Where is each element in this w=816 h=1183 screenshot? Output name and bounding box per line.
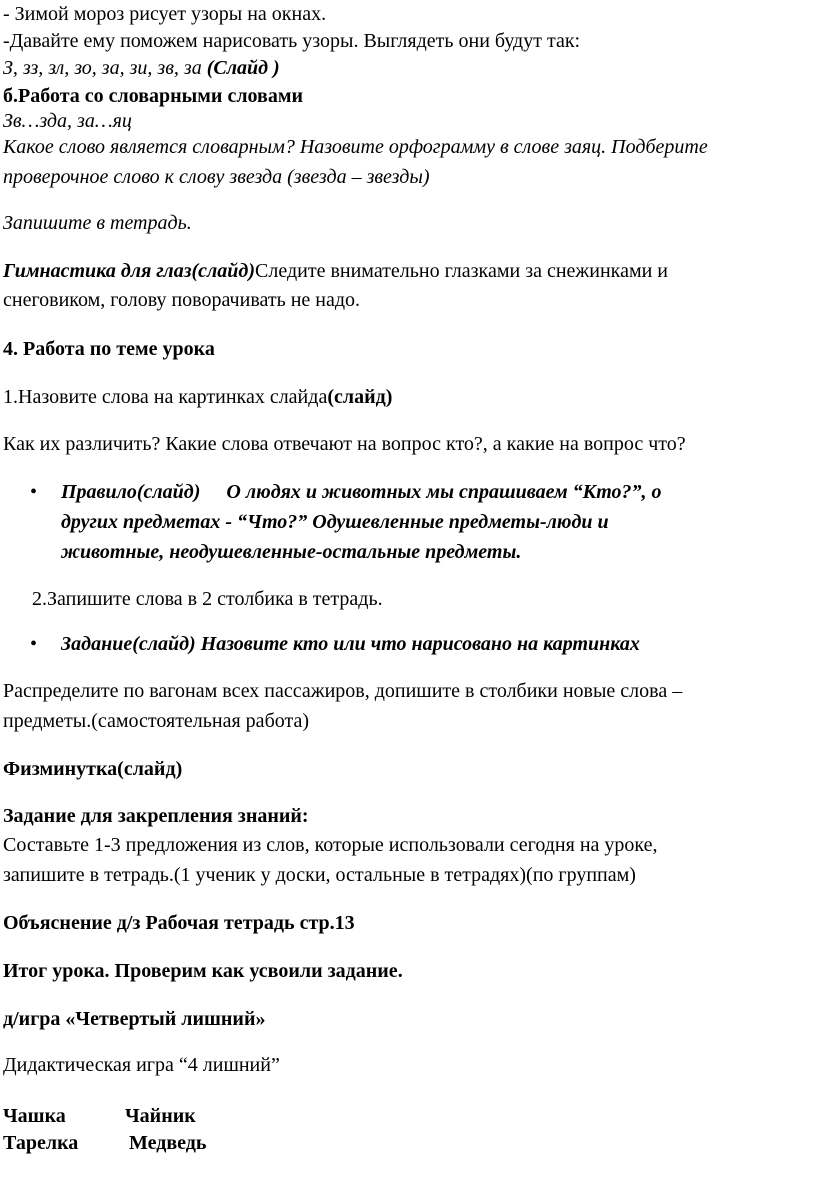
pattern-line <box>3 55 280 81</box>
text-line <box>3 384 392 410</box>
text-line: - Зимой мороз рисует узоры на окнах. <box>3 3 327 25</box>
bullet-icon: • <box>30 633 38 655</box>
text-part: 1.Назовите слова на картинках слайда <box>3 386 328 408</box>
word-cell: Тарелка <box>3 1132 79 1154</box>
section-heading: 4. Работа по теме урока <box>3 338 215 360</box>
gymnastics-line <box>3 258 668 284</box>
slide-note: (слайд) <box>327 386 393 408</box>
rule-line: животные, неодушевленные-остальные предметы. <box>61 541 522 563</box>
text-line: Какое слово является словарным? Назовите орфограмму в слове заяц. Подберите <box>3 136 708 158</box>
text-line: Как их различить? Какие слова отвечают на вопрос кто?, а какие на вопрос что? <box>3 433 686 455</box>
section-heading: Объяснение д/з Рабочая тетрадь стр.13 <box>3 912 355 934</box>
rule-line <box>61 479 662 505</box>
text-line: Составьте 1-3 предложения из слов, которые использовали сегодня на уроке, <box>3 834 658 856</box>
section-heading: Итог урока. Проверим как усвоили задание. <box>3 960 403 982</box>
bullet-icon: • <box>30 481 38 503</box>
text-line: Распределите по вагонам всех пассажиров, допишите в столбики новые слова – <box>3 680 683 702</box>
section-heading: б.Работа со словарными словами <box>3 85 303 107</box>
text-line: Дидактическая игра “4 лишний” <box>3 1054 280 1076</box>
text-line: запишите в тетрадь.(1 ученик у доски, остальные в тетрадях)(по группам) <box>3 864 636 886</box>
gymnastics-text: Следите внимательно глазками за снежинками и <box>255 260 669 282</box>
text-line: 2.Запишите слова в 2 столбика в тетрадь. <box>32 588 383 610</box>
text-line: проверочное слово к слову звезда (звезда – звезды) <box>3 166 430 188</box>
rule-text: О людях и животных мы спрашиваем “Кто?”, о <box>226 481 662 503</box>
text-line: Запишите в тетрадь. <box>3 212 192 234</box>
text-line: снеговиком, голову поворачивать не надо. <box>3 289 361 311</box>
word-cell: Чайник <box>125 1105 196 1127</box>
task-line: Задание(слайд) Назовите кто или что нарисовано на картинках <box>61 633 640 655</box>
rule-heading: Правило(слайд) <box>61 481 201 503</box>
slide-note: (Слайд ) <box>206 57 280 79</box>
section-heading: д/игра «Четвертый лишний» <box>3 1008 266 1030</box>
section-heading: Задание для закрепления знаний: <box>3 805 309 827</box>
word-cell: Медведь <box>129 1132 207 1154</box>
rule-line: других предметах - “Что?” Одушевленные предметы-люди и <box>61 511 609 533</box>
section-heading: Физминутка(слайд) <box>3 758 183 780</box>
text-line: -Давайте ему поможем нарисовать узоры. Выглядеть они будут так: <box>3 30 581 52</box>
text-line: предметы.(самостоятельная работа) <box>3 710 309 732</box>
word-cell: Чашка <box>3 1105 66 1127</box>
text-line: Зв…зда, за…яц <box>3 110 132 132</box>
pattern-text: З, зз, зл, зо, за, зи, зв, за <box>3 57 207 79</box>
gymnastics-heading: Гимнастика для глаз(слайд) <box>3 260 256 282</box>
